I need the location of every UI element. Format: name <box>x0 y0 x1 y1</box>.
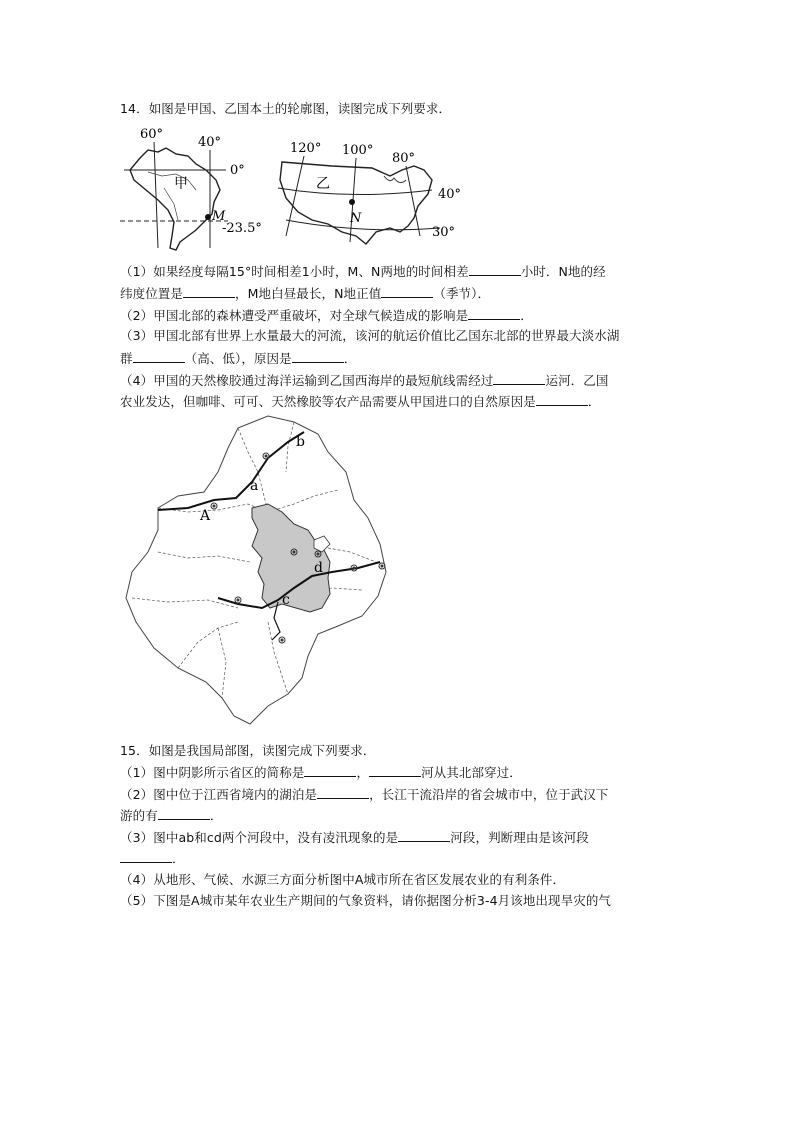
q14-part1-text-a: （1）如果经度每隔15°时间相差1小时，M、N两地的时间相差 <box>120 264 469 279</box>
map2-coastline <box>280 162 432 244</box>
map2-point-n <box>349 199 355 205</box>
map1-lon-40-label: 40° <box>198 135 222 150</box>
answer-blank[interactable] <box>536 392 588 406</box>
q14-part2 <box>120 306 533 325</box>
map-country-jia <box>118 124 268 254</box>
map2-meridian-120 <box>286 156 304 236</box>
map2-country-label: 乙 <box>316 176 330 192</box>
map1-point-m <box>205 214 211 220</box>
answer-blank[interactable] <box>468 306 520 320</box>
map3-province-lines <box>132 422 376 698</box>
answer-blank[interactable] <box>381 284 433 298</box>
q14-part1-text-e: （季节）． <box>433 286 491 301</box>
q14-part4-text-c: 农业发达，但咖啡、可可、天然橡胶等农产品需要从甲国进口的自然原因是 <box>120 394 536 409</box>
answer-blank[interactable] <box>304 763 356 777</box>
map1-lon-60-label: 60° <box>140 127 164 142</box>
answer-blank[interactable] <box>369 763 421 777</box>
q15-part3-text-b: 河段，判断理由是该河段 <box>450 830 589 845</box>
map2-lon-120-label: 120° <box>290 141 322 156</box>
map-country-yi <box>272 136 472 256</box>
map2-lat-30-label: 30° <box>432 225 456 240</box>
answer-blank[interactable] <box>292 349 344 363</box>
answer-blank[interactable] <box>469 262 521 276</box>
q14-part3-text-c: ． <box>343 351 357 366</box>
answer-blank[interactable] <box>133 349 185 363</box>
q14-part4-text-b: 运河．乙国 <box>545 373 609 388</box>
answer-blank[interactable] <box>158 806 210 820</box>
map3-label-d: d <box>314 560 323 576</box>
map3-label-b: b <box>296 434 305 450</box>
q14-part4-line2 <box>120 392 600 411</box>
map2-lat-40-label: 40° <box>438 187 462 202</box>
map3-shaded-province <box>252 504 330 612</box>
q14-part1-text-d: ，M地白昼最长，N地正值 <box>235 286 382 301</box>
map-china-region <box>118 412 408 732</box>
q14-part3-text-b: （高、低），原因是 <box>184 351 292 366</box>
q14-part3-text-a: 群 <box>120 351 133 366</box>
q15-part2-line2 <box>120 806 222 825</box>
q15-part2-text-b: ，长江干流沿岸的省会城市中，位于武汉下 <box>369 787 609 802</box>
map3-lake <box>314 536 330 552</box>
q15-part5: （5）下图是A城市某年农业生产期间的气象资料，请你据图分析3-4月该地出现旱灾的气 <box>120 893 612 908</box>
answer-blank[interactable] <box>183 284 235 298</box>
q14-title: 14．如图是甲国、乙国本土的轮廓图，读图完成下列要求． <box>120 101 452 116</box>
map1-meridian-60 <box>154 142 158 248</box>
q14-part2-text-b: ． <box>520 308 533 323</box>
map1-country-label: 甲 <box>174 176 188 192</box>
q14-part4-text-a: （4）甲国的天然橡胶通过海洋运输到乙国西海岸的最短航线需经过 <box>120 373 494 388</box>
q15-part4: （4）从地形、气候、水源三方面分析图中A城市所在省区发展农业的有利条件． <box>120 872 566 887</box>
map1-point-m-label: M <box>212 209 226 224</box>
q14-part1-text-b: 小时．N地的经 <box>520 264 606 279</box>
map1-equator-label: 0° <box>230 163 245 178</box>
q14-part1-line2 <box>120 284 490 303</box>
map3-label-city-a: A <box>200 508 211 524</box>
q14-part1-line1 <box>120 262 606 281</box>
q15-part1 <box>120 763 522 782</box>
map3-tributary <box>272 602 280 640</box>
q15-part2-text-d: ． <box>209 808 223 823</box>
map1-coastline <box>130 148 220 250</box>
q15-part1-text-a: （1）图中阴影所示省区的简称是 <box>120 765 305 780</box>
q15-part1-text-c: 河从其北部穿过． <box>421 765 522 780</box>
q15-part3-text-a: （3）图中ab和cd两个河段中，没有凌汛现象的是 <box>120 830 399 845</box>
map1-tropic-label: -23.5° <box>222 221 262 236</box>
answer-blank[interactable] <box>317 785 369 799</box>
map2-parallel-40 <box>278 188 432 195</box>
q14-part3-line2 <box>120 349 356 368</box>
q14-part4-text-d: ． <box>587 394 601 409</box>
q15-part3-line2 <box>120 849 185 868</box>
q15-title: 15．如图是我国局部图，读图完成下列要求． <box>120 743 376 758</box>
q15-part2-text-a: （2）图中位于江西省境内的湖泊是 <box>120 787 318 802</box>
answer-blank[interactable] <box>120 849 172 863</box>
map2-lon-80-label: 80° <box>392 151 416 166</box>
map3-label-a: a <box>250 478 259 494</box>
q15-part3-text-c: ． <box>172 851 185 866</box>
answer-blank[interactable] <box>493 371 545 385</box>
q14-part1-text-c: 纬度位置是 <box>120 286 184 301</box>
q15-part3-line1 <box>120 828 589 847</box>
q14-part2-text-a: （2）甲国北部的森林遭受严重破坏，对全球气候造成的影响是 <box>120 308 469 323</box>
map2-point-n-label: N <box>350 211 362 226</box>
map2-great-lakes <box>384 176 406 183</box>
q15-part1-text-b: ， <box>356 765 370 780</box>
map3-label-c: c <box>282 592 290 608</box>
q15-part2-line1 <box>120 785 608 804</box>
q14-part4-line1 <box>120 371 608 390</box>
map3-river-ab <box>158 432 304 510</box>
q14-part3-line1: （3）甲国北部有世界上水量最大的河流，该河的航运价值比乙国东北部的世界最大淡水湖 <box>120 328 620 343</box>
q15-part2-text-c: 游的有 <box>120 808 158 823</box>
answer-blank[interactable] <box>398 828 450 842</box>
map2-lon-100-label: 100° <box>342 143 374 158</box>
